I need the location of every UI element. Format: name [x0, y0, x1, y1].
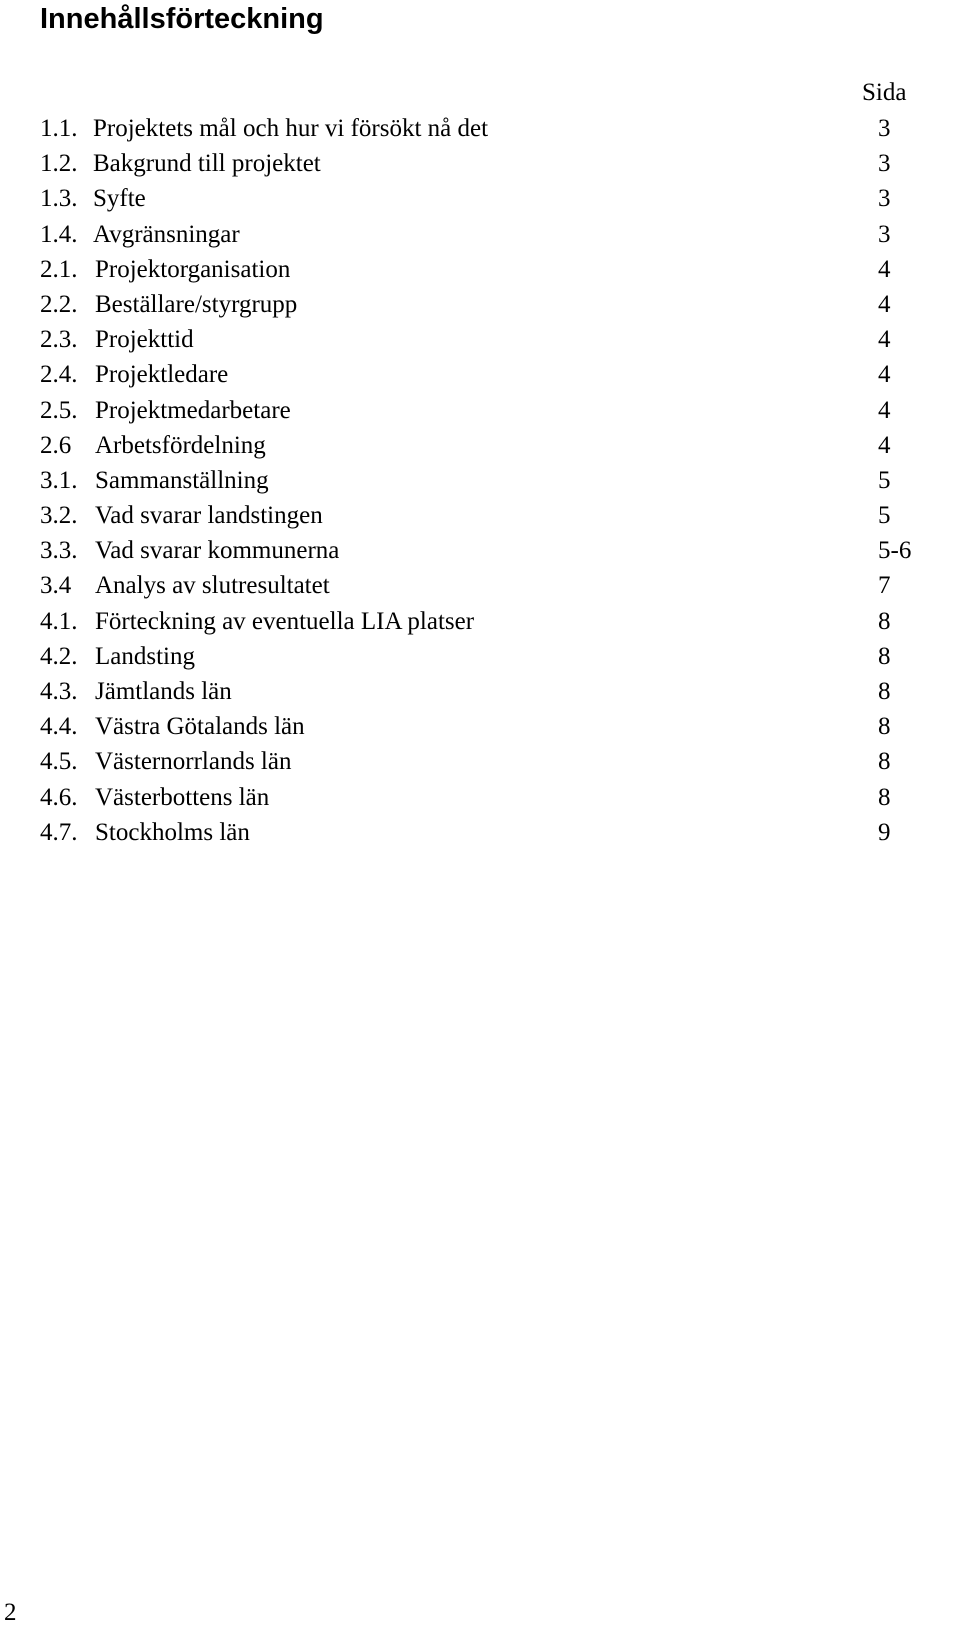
toc-entry[interactable]	[40, 217, 960, 252]
toc-entry-label: Landsting	[95, 642, 195, 670]
toc-entry-label: Förteckning av eventuella LIA platser	[95, 607, 475, 635]
toc-entry[interactable]	[40, 498, 960, 533]
toc-entry-number: 3.3.	[40, 537, 78, 565]
toc-entry[interactable]	[40, 181, 960, 216]
toc-entry-label: Stockholms län	[95, 818, 250, 846]
toc-entry-number: 1.3.	[40, 185, 78, 213]
toc-entry[interactable]	[40, 780, 960, 815]
table-of-contents	[40, 111, 960, 850]
toc-entry-page: 5	[878, 502, 891, 530]
toc-entry-label: Bakgrund till projektet	[93, 150, 321, 178]
toc-entry-page: 3	[878, 115, 891, 142]
toc-entry-label: Västernorrlands län	[95, 748, 292, 776]
toc-entry-label: Arbetsfördelning	[95, 431, 266, 459]
toc-entry[interactable]	[40, 146, 960, 181]
toc-entry[interactable]	[40, 463, 960, 498]
toc-entry[interactable]	[40, 322, 960, 357]
toc-entry[interactable]	[40, 287, 960, 322]
toc-entry-page: 8	[878, 607, 891, 635]
toc-entry[interactable]	[40, 815, 960, 850]
toc-entry-number: 1.2.	[40, 150, 78, 178]
toc-entry-page: 4	[878, 326, 891, 354]
toc-entry-page: 4	[878, 431, 891, 459]
toc-entry-page: 7	[878, 572, 891, 600]
toc-entry-number: 4.6.	[40, 783, 78, 811]
toc-entry[interactable]	[40, 604, 960, 639]
toc-entry-page: 8	[878, 642, 891, 670]
toc-entry-page: 5-6	[878, 537, 912, 565]
page-number: 2	[4, 1599, 17, 1626]
toc-entry-label: Avgränsningar	[93, 220, 240, 248]
toc-entry-label: Västra Götalands län	[95, 713, 305, 741]
toc-entry-page: 4	[878, 361, 891, 389]
toc-entry-page: 8	[878, 713, 891, 741]
toc-entry-number: 2.5.	[40, 396, 78, 424]
toc-entry[interactable]	[40, 357, 960, 392]
toc-entry-label: Sammanställning	[95, 466, 269, 494]
toc-entry[interactable]	[40, 568, 960, 603]
toc-entry[interactable]	[40, 393, 960, 428]
toc-entry-number: 4.3.	[40, 678, 78, 705]
toc-entry-number: 2.4.	[40, 361, 78, 389]
toc-entry-number: 3.2.	[40, 502, 78, 530]
toc-entry-label: Analys av slutresultatet	[95, 572, 330, 600]
toc-entry-number: 4.2.	[40, 642, 78, 670]
toc-entry-label: Vad svarar kommunerna	[95, 537, 340, 565]
toc-entry-number: 4.5.	[40, 748, 78, 776]
toc-entry-number: 1.1.	[40, 115, 78, 142]
toc-entry[interactable]	[40, 709, 960, 744]
toc-entry-number: 3.1.	[40, 466, 78, 494]
toc-entry-page: 8	[878, 783, 891, 811]
toc-entry[interactable]	[40, 744, 960, 779]
toc-entry-number: 1.4.	[40, 220, 78, 248]
toc-entry-page: 4	[878, 396, 891, 424]
toc-entry-label: Vad svarar landstingen	[95, 502, 323, 530]
toc-entry-page: 3	[878, 150, 891, 178]
toc-entry-number: 2.3.	[40, 326, 78, 354]
toc-entry[interactable]	[40, 533, 960, 568]
toc-entry-number: 4.7.	[40, 818, 78, 846]
page-column-header: Sida	[862, 79, 907, 106]
toc-entry[interactable]	[40, 674, 960, 709]
toc-title: Innehållsförteckning	[40, 3, 324, 35]
toc-entry-label: Projektmedarbetare	[95, 396, 291, 424]
toc-entry[interactable]	[40, 639, 960, 674]
toc-entry-page: 3	[878, 185, 891, 213]
toc-entry-page: 8	[878, 748, 891, 776]
toc-entry-page: 4	[878, 255, 891, 283]
toc-entry-number: 2.1.	[40, 255, 78, 283]
toc-entry-page: 8	[878, 678, 891, 705]
toc-entry-label: Projektets mål och hur vi försökt nå det	[93, 115, 489, 142]
toc-entry-number: 2.6	[40, 431, 72, 459]
toc-entry-label: Västerbottens län	[95, 783, 270, 811]
toc-entry-page: 9	[878, 818, 891, 846]
toc-entry-label: Beställare/styrgrupp	[95, 290, 298, 318]
toc-entry-label: Projektledare	[95, 361, 229, 389]
toc-entry[interactable]	[40, 111, 960, 146]
toc-entry[interactable]	[40, 428, 960, 463]
toc-entry-page: 5	[878, 466, 891, 494]
toc-entry-number: 4.1.	[40, 607, 78, 635]
toc-entry[interactable]	[40, 252, 960, 287]
toc-entry-label: Syfte	[93, 185, 146, 213]
toc-entry-number: 3.4	[40, 572, 72, 600]
toc-entry-label: Projekttid	[95, 326, 194, 354]
toc-entry-page: 3	[878, 220, 891, 248]
toc-entry-page: 4	[878, 290, 891, 318]
toc-entry-label: Projektorganisation	[95, 255, 291, 283]
toc-entry-number: 2.2.	[40, 290, 78, 318]
toc-entry-number: 4.4.	[40, 713, 78, 741]
toc-entry-label: Jämtlands län	[95, 678, 232, 705]
